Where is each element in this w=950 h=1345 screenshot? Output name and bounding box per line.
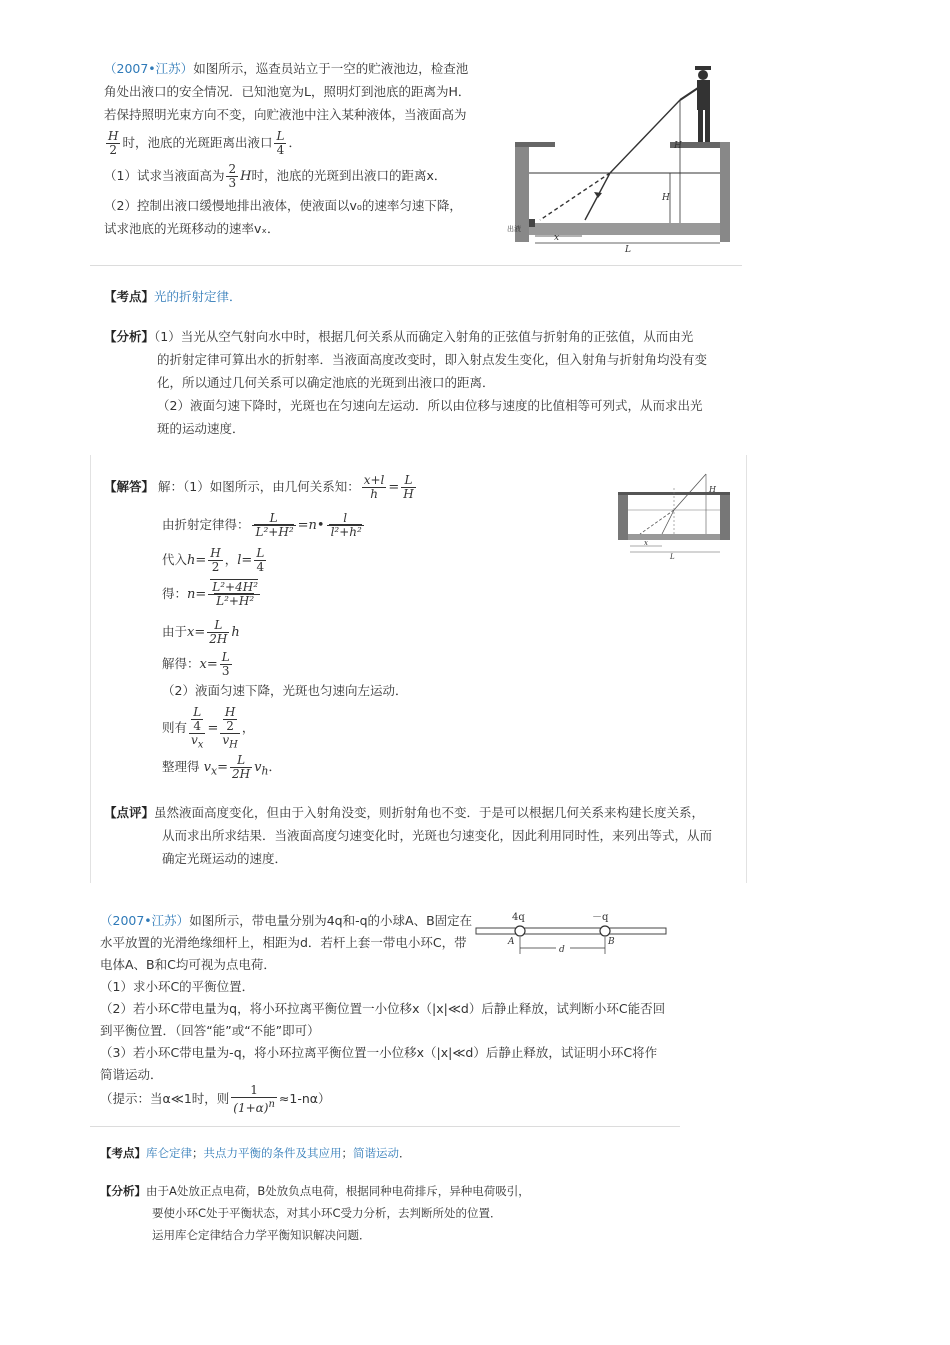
distance-d-label: d bbox=[559, 945, 565, 955]
solution-step2: 由折射定律得： $\frac{L}{\text{L²+H²}}$ =n• $\frac{l}{\text{l²+h²}}$ bbox=[162, 511, 362, 539]
kaodian-link-equilibrium[interactable]: 共点力平衡的条件及其应用 bbox=[203, 1146, 342, 1160]
problem2-question3-line2: 简谐运动． bbox=[100, 1067, 163, 1082]
problem2-fenxi-line3: 运用库仑定律结合力学平衡知识解决问题． bbox=[152, 1228, 371, 1242]
label-L: L bbox=[670, 553, 675, 561]
solution-step3: 代入h= $\frac{H}{2}$ ，l= $\frac{L}{4}$ bbox=[162, 546, 265, 574]
charge-B-label: －q bbox=[592, 912, 609, 923]
problem1-tank-figure bbox=[507, 60, 735, 255]
solution-border-right bbox=[746, 455, 747, 883]
solution-step5: 由于x= $\frac{L}{2H}$ h bbox=[162, 618, 240, 646]
problem1-stem-line1: （2007•江苏）如图所示，巡查员站立于一空的贮液池边，检查池 bbox=[104, 61, 469, 76]
problem1-source[interactable]: （2007•江苏） bbox=[104, 61, 194, 76]
fraction-H-over-2: $\frac{H}{2}$ bbox=[108, 129, 119, 157]
problem2-stem-line3: 电体A、B和C均可视为点电荷． bbox=[100, 957, 276, 972]
solution-step1: 【解答】 解：（1）如图所示，由几何关系知： $\frac{x+l}{h}$ = $\frac{L}{H}$ bbox=[104, 473, 414, 501]
label-x: x bbox=[554, 233, 560, 243]
problem1-question2-line2: 试求池底的光斑移动的速率vₓ． bbox=[104, 221, 280, 236]
problem1-stem-line3: 若保持照明光束方向不变，向贮液池中注入某种液体，当液面高为 bbox=[104, 107, 467, 122]
label-outlet: 出液 bbox=[507, 225, 521, 233]
kaodian-link[interactable]: 光的折射定律． bbox=[154, 289, 242, 304]
fraction-L-over-4: $\frac{L}{4}$ bbox=[276, 129, 285, 157]
problem2-fenxi-line1: 【分析】由于A处放正点电荷，B处放负点电荷，根据同种电荷排斥，异种电荷吸引， bbox=[100, 1184, 530, 1198]
problem1-dianping-line1: 【点评】虽然液面高度变化，但由于入射角没变，则折射角也不变．于是可以根据几何关系来构建长度关系， bbox=[104, 805, 705, 820]
solution-step9: 整理得 $v_x=$ $\frac{L}{2H}$ $v_h$． bbox=[162, 753, 281, 781]
problem2-question3-line1: （3）若小环C带电量为-q，将小环拉离平衡位置一小位移x（|x|≪d）后静止释放，试证明小环C将作 bbox=[100, 1045, 658, 1060]
point-A-label: A bbox=[508, 937, 515, 947]
label-H: H bbox=[674, 141, 682, 151]
problem1-stem-line2: 角处出液口的安全情况．已知池宽为L，照明灯到池底的距离为H． bbox=[104, 84, 471, 99]
problem2-hint: （提示：当α≪1时，则 $\frac{1}{(1+\alpha)^n}$ ≈1-nα） bbox=[100, 1083, 331, 1115]
problem1-fenxi-line1: 【分析】（1）当光从空气射向水中时，根据几何关系从而确定入射角的正弦值与折射角的正弦值，从而由光 bbox=[104, 329, 694, 344]
charge-A-label: 4q bbox=[512, 912, 525, 923]
problem1-question1: （1）试求当液面高为 $\frac{2}{3}$ H时，池底的光斑到出液口的距离x． bbox=[104, 162, 447, 190]
problem2-source[interactable]: （2007•江苏） bbox=[100, 913, 190, 928]
problem2-question2-line1: （2）若小环C带电量为q，将小环拉离平衡位置一小位移x（|x|≪d）后静止释放，试判断小环C能否回 bbox=[100, 1001, 666, 1016]
problem1-fenxi-line2: 的折射定律可算出水的折射率．当液面高度改变时，即入射点发生变化，但入射角与折射角均没有变 bbox=[157, 352, 708, 367]
kaodian-link-coulomb[interactable]: 库仑定律 bbox=[146, 1146, 192, 1160]
problem1-fenxi-line5: 斑的运动速度． bbox=[157, 421, 245, 436]
fraction-2-over-3: $\frac{2}{3}$ bbox=[228, 162, 237, 190]
problem1-fenxi-line3: 化，所以通过几何关系可以确定池底的光斑到出液口的距离． bbox=[157, 375, 495, 390]
problem2-kaodian: 【考点】库仑定律；共点力平衡的条件及其应用；简谐运动． bbox=[100, 1146, 411, 1160]
problem2-question1: （1）求小环C的平衡位置． bbox=[100, 979, 255, 994]
problem1-fenxi-line4: （2）液面匀速下降时，光斑也在匀速向左运动．所以由位移与速度的比值相等可列式，从而求出光 bbox=[157, 398, 703, 413]
problem2-question2-line2: 到平衡位置．（回答“能”或“不能”即可） bbox=[100, 1023, 320, 1038]
problem1-dianping-line3: 确定光斑运动的速度． bbox=[162, 851, 288, 866]
solution-step6: 解得：x= $\frac{L}{3}$ bbox=[162, 650, 230, 678]
label-H: H bbox=[709, 485, 716, 494]
label-L: L bbox=[625, 245, 631, 255]
solution-step8: 则有 $\frac{\frac{L}{4}}{v_x}$ = $\frac{\frac{H}{2}}{v_H}$ ， bbox=[162, 705, 255, 751]
solution-border-left bbox=[90, 455, 91, 883]
divider bbox=[90, 1126, 680, 1127]
kaodian-link-shm[interactable]: 简谐运动 bbox=[353, 1146, 399, 1160]
solution-tank-figure bbox=[618, 468, 733, 560]
problem2-stem-line1: （2007•江苏）如图所示，带电量分别为4q和-q的小球A、B固定在 bbox=[100, 913, 473, 928]
problem1-dianping-line2: 从而求出所求结果．当液面高度匀速变化时，光斑也匀速变化，因此利用同时性，来列出等式，从而 bbox=[162, 828, 713, 843]
label-x: x bbox=[644, 539, 648, 547]
problem2-stem-line2: 水平放置的光滑绝缘细杆上，相距为d．若杆上套一带电小环C，带 bbox=[100, 935, 467, 950]
problem1-kaodian: 【考点】光的折射定律． bbox=[104, 289, 242, 304]
label-h: H bbox=[662, 193, 670, 203]
point-B-label: B bbox=[608, 937, 615, 947]
problem1-question2-line1: （2）控制出液口缓慢地排出液体，使液面以v₀的速率匀速下降， bbox=[104, 198, 462, 213]
solution-step7: （2）液面匀速下降，光斑也匀速向左运动． bbox=[162, 683, 408, 698]
problem1-stem-line4: $\frac{H}{2}$ 时，池底的光斑距离出液口 $\frac{L}{4}$ ． bbox=[108, 129, 301, 157]
problem2-fenxi-line2: 要使小环C处于平衡状态，对其小环C受力分析，去判断所处的位置． bbox=[152, 1206, 502, 1220]
solution-step4: 得：n= $\frac{\text{L²+4H²}}{\text{L²+H²}}$ bbox=[162, 580, 259, 608]
problem2-rod-figure bbox=[474, 910, 668, 960]
divider bbox=[90, 265, 742, 266]
